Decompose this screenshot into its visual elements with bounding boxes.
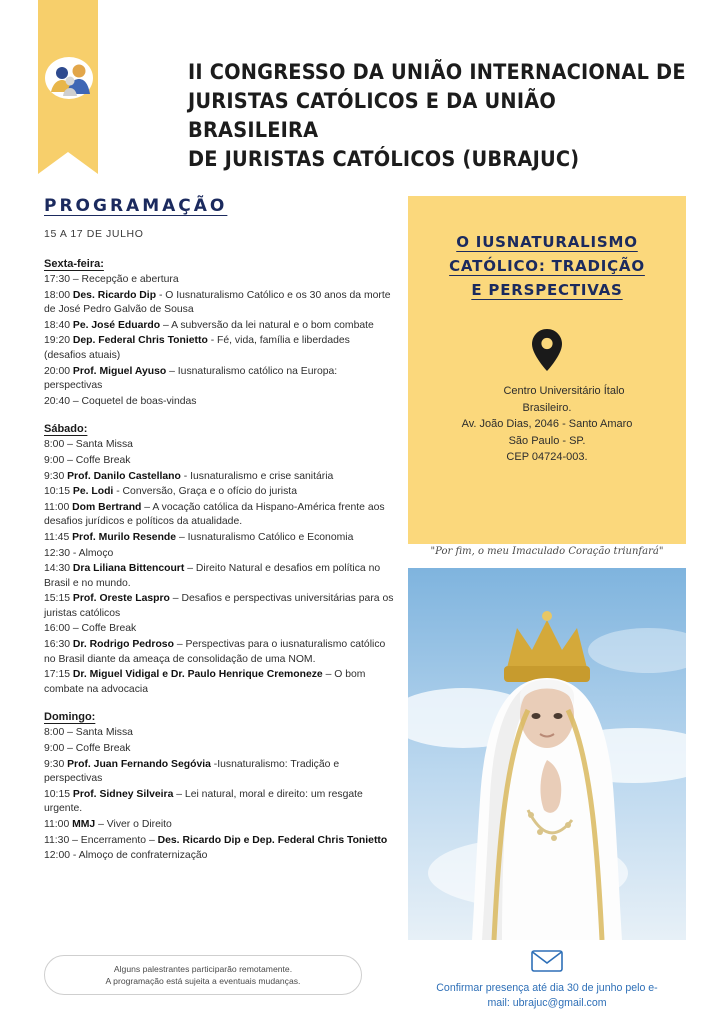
theme-title-line-2: CATÓLICO: TRADIÇÃO xyxy=(449,257,645,275)
schedule-item xyxy=(44,834,394,849)
schedule-item-description: – Santa Missa xyxy=(67,439,133,451)
schedule-item-description: - Iusnaturalismo e crise sanitária xyxy=(183,470,334,482)
schedule-item-speaker: Des. Ricardo Dip xyxy=(72,289,157,301)
schedule-item-time: 19:20 xyxy=(44,335,73,347)
schedule-item-description: – Iusnaturalismo Católico e Economia xyxy=(178,531,354,543)
schedule-day-title: Domingo: xyxy=(44,711,96,724)
theme-title-line-1: O IUSNATURALISMO xyxy=(456,233,638,251)
schedule-item-speaker: Pe. José Eduardo xyxy=(72,319,161,331)
schedule-item xyxy=(44,438,394,453)
schedule-item-description: - O Iusnaturalismo Católico e os 30 anos da morte de José Pedro Galvão de Sousa xyxy=(44,289,391,316)
schedule-item-speaker: Prof. Murilo Resende xyxy=(72,531,177,543)
schedule-item-time: 11:30 xyxy=(44,834,73,846)
schedule-item-description: – Santa Missa xyxy=(67,727,133,739)
schedule-item-time: 11:00 xyxy=(44,501,73,513)
schedule-day-title: Sexta-feira: xyxy=(44,258,104,270)
schedule-item-description: – Direito Natural e desafios em política no Brasil e no mundo. xyxy=(44,563,381,589)
schedule-item-time: 20:00 xyxy=(44,365,73,377)
poster-title xyxy=(188,58,688,174)
schedule-item xyxy=(44,547,394,562)
title-line-2: JURISTAS CATÓLICOS E DA UNIÃO BRASILEIRA xyxy=(188,89,557,143)
schedule-item-description: – Encerramento – xyxy=(72,834,158,846)
holy-family-icon xyxy=(42,52,96,106)
schedule-item-description: - Almoço xyxy=(72,547,114,559)
rsvp-line-1: Confirmar presença até dia 30 de junho pelo e- xyxy=(436,982,658,994)
schedule-item-speaker: Pe. Lodi xyxy=(72,486,114,498)
schedule-item-speaker: Prof. Danilo Castellano xyxy=(67,470,181,482)
schedule-item-description: – Viver o Direito xyxy=(98,819,172,830)
schedule-item-speaker: Dom Bertrand xyxy=(72,501,142,513)
note-line-1: Alguns palestrantes participarão remotamente. xyxy=(113,964,293,974)
schedule-item-description: – Coffe Break xyxy=(67,454,131,466)
venue-line-4: São Paulo - SP. xyxy=(508,434,586,447)
schedule-item xyxy=(44,273,394,288)
schedule-item xyxy=(44,622,394,637)
schedule-item-description: – Desafios e perspectivas universitárias para os juristas católicos xyxy=(44,593,394,619)
schedule-item-time: 11:00 xyxy=(44,819,73,830)
schedule-item xyxy=(44,849,394,864)
schedule-list xyxy=(44,258,394,864)
schedule-item xyxy=(44,726,394,741)
schedule-item xyxy=(44,531,394,546)
schedule-item-speaker: Prof. Juan Fernando Segóvia xyxy=(67,758,211,770)
schedule-item-description: – Perspectivas para o iusnaturalismo católico no Brasil diante da ameaça de consolidação de uma NOM. xyxy=(44,639,386,665)
program-heading: PROGRAMAÇÃO xyxy=(44,196,228,216)
schedule-item xyxy=(44,334,394,363)
schedule-item-description: – Recepção e abertura xyxy=(72,274,179,285)
schedule-item-time: 9:00 xyxy=(44,454,68,466)
theme-title xyxy=(426,230,668,302)
schedule-item-description: – Coquetel de boas-vindas xyxy=(72,395,197,407)
schedule-item-speaker: Prof. Miguel Ayuso xyxy=(72,365,167,377)
program-notes xyxy=(44,955,362,995)
schedule-item-description: – A subversão da lei natural e o bom combate xyxy=(162,319,374,331)
schedule-item-description: – Coffe Break xyxy=(72,623,137,635)
schedule-item-description: – Iusnaturalismo católico na Europa: perspectivas xyxy=(44,365,338,392)
schedule-day-items xyxy=(44,438,394,697)
note-line-2: A programação está sujeita a eventuais mudanças. xyxy=(105,976,301,986)
schedule-item-time: 17:30 xyxy=(44,274,73,285)
schedule-item xyxy=(44,668,394,697)
fatima-quote: "Por fim, o meu Imaculado Coração triunfará" xyxy=(430,546,664,557)
schedule-item-description: - Conversão, Graça e o ofício do jurista xyxy=(116,486,297,498)
schedule-item-time: 12:00 xyxy=(44,850,73,862)
schedule-item xyxy=(44,395,394,410)
schedule-item-time: 20:40 xyxy=(44,395,73,407)
schedule-item xyxy=(44,365,394,394)
schedule-item xyxy=(44,788,394,817)
schedule-item-speaker: Dr. Miguel Vidigal e Dr. Paulo Henrique Cremoneze xyxy=(72,669,323,681)
venue-address xyxy=(426,383,668,466)
schedule-item-speaker: Dra Liliana Bittencourt xyxy=(72,563,185,575)
envelope-icon xyxy=(408,950,686,977)
title-line-3: DE JURISTAS CATÓLICOS (UBRAJUC) xyxy=(188,147,580,172)
schedule-item xyxy=(44,818,394,833)
schedule-day-items xyxy=(44,726,394,863)
schedule-item-time: 16:30 xyxy=(44,639,73,651)
schedule-item xyxy=(44,501,394,530)
schedule-item xyxy=(44,562,394,591)
rsvp-footer xyxy=(408,950,686,1011)
venue-line-3: Av. João Dias, 2046 - Santo Amaro xyxy=(461,418,633,430)
title-line-1: II CONGRESSO DA UNIÃO INTERNACIONAL DE xyxy=(188,60,686,85)
schedule-item-description: – Coffe Break xyxy=(67,743,131,755)
schedule-item-description: - Almoço de confraternização xyxy=(72,850,208,862)
schedule-item xyxy=(44,289,394,318)
schedule-item xyxy=(44,742,394,757)
theme-panel xyxy=(408,196,686,544)
schedule-item-time: 11:45 xyxy=(44,531,73,543)
map-pin-icon xyxy=(426,328,668,377)
schedule-item xyxy=(44,454,394,469)
schedule-item-speaker-2: Des. Ricardo Dip e Dep. Federal Chris Tonietto xyxy=(157,834,388,846)
schedule-item-description: -Iusnaturalismo: Tradição e perspectivas xyxy=(44,758,340,785)
schedule-item-speaker: Prof. Oreste Laspro xyxy=(72,593,170,605)
program-column xyxy=(44,196,394,878)
program-dates: 15 A 17 DE JULHO xyxy=(44,228,144,240)
schedule-item-time: 8:00 xyxy=(44,727,68,739)
schedule-item xyxy=(44,470,394,485)
schedule-item-time: 18:40 xyxy=(44,319,73,331)
schedule-item-speaker: Dr. Rodrigo Pedroso xyxy=(72,639,174,651)
venue-line-5: CEP 04724-003. xyxy=(506,451,588,463)
schedule-item-time: 16:00 xyxy=(44,623,73,635)
venue-line-2: Brasileiro. xyxy=(522,401,572,414)
schedule-item xyxy=(44,592,394,621)
schedule-item-time: 18:00 xyxy=(44,289,73,301)
schedule-item-time: 12:30 xyxy=(44,547,73,559)
schedule-item-description: – Lei natural, moral e direito: um resgate urgente. xyxy=(44,788,363,815)
schedule-item-time: 17:15 xyxy=(44,669,73,681)
schedule-item xyxy=(44,758,394,787)
schedule-item-description: - Fé, vida, família e liberdades (desafios atuais) xyxy=(44,335,350,361)
schedule-day-items xyxy=(44,273,394,409)
schedule-item-time: 9:30 xyxy=(44,758,68,770)
venue-line-1: Centro Universitário Ítalo xyxy=(503,385,625,397)
schedule-item-time: 9:30 xyxy=(44,470,68,482)
schedule-item-speaker: MMJ xyxy=(72,819,96,830)
schedule-item-time: 10:15 xyxy=(44,486,73,498)
schedule-item-speaker: Prof. Sidney Silveira xyxy=(72,788,174,800)
schedule-item xyxy=(44,319,394,334)
schedule-day-title: Sábado: xyxy=(44,423,88,436)
theme-title-line-3: E PERSPECTIVAS xyxy=(471,281,623,299)
schedule-item xyxy=(44,638,394,667)
schedule-item-time: 9:00 xyxy=(44,743,68,755)
poster-header xyxy=(0,0,724,185)
schedule-item-description: – A vocação católica da Hispano-América frente aos desafios jurídicos e políticos da atualidade. xyxy=(44,501,385,528)
schedule-item-time: 14:30 xyxy=(44,563,73,575)
schedule-item-description: – O bom combate na advocacia xyxy=(44,669,366,695)
rsvp-line-2: mail: ubrajuc@gmail.com xyxy=(487,997,607,1009)
our-lady-of-fatima-statue xyxy=(408,568,686,940)
schedule-item-time: 8:00 xyxy=(44,439,68,451)
schedule-item-time: 15:15 xyxy=(44,593,73,605)
schedule-item-time: 10:15 xyxy=(44,788,73,800)
schedule-item-speaker: Dep. Federal Chris Tonietto xyxy=(72,335,208,347)
schedule-item xyxy=(44,485,394,500)
